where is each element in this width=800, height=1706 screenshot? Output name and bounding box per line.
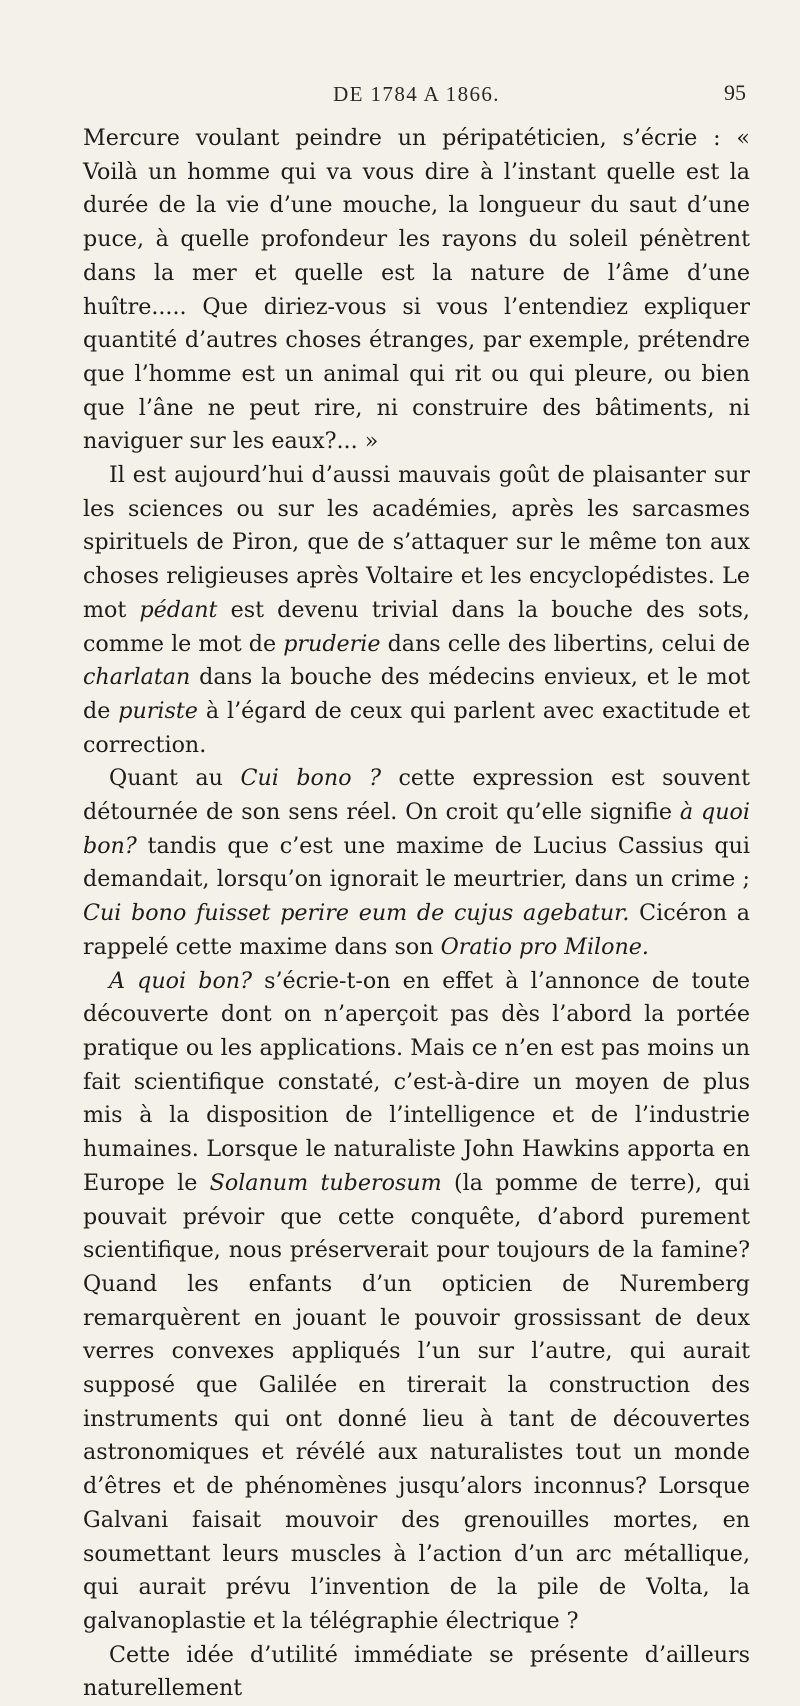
text-segment: Cette idée d’utilité immédiate se présente d’ailleurs naturellement: [83, 1641, 750, 1702]
text-segment: tandis que c’est une maxime de Lucius Cassius qui demandait, lorsqu’on ignorait le meurtrier, dans un crime ;: [83, 832, 750, 893]
paragraph: [83, 122, 750, 459]
italic-text: Oratio pro Milone.: [440, 933, 649, 960]
text-segment: Il est aujourd’hui d’aussi mauvais goût de plaisanter sur les sciences ou sur les académies, après les sarcasmes spirituels de Piron, que de s’attaquer sur le même ton aux choses religieuses après Voltaire et les encyclopédistes. Le mot: [83, 462, 750, 623]
italic-text: charlatan: [83, 664, 191, 691]
text-segment: dans la bouche des médecins envieux, et le mot de: [83, 664, 750, 724]
paragraph: [83, 1639, 750, 1706]
text-segment: s’écrie-t-on en effet à l’annonce de toute découverte dont on n’aperçoit pas dès l’abord la portée pratique ou les applications. Mais ce n’en est pas moins un fait scientifique constaté, c’est-à-dire un moyen de plus mis à la disposition de l’intelligence et de l’industrie humaines. Lorsque le naturaliste John Hawkins apporta en Europe le: [83, 967, 750, 1196]
text-segment: à l’égard de ceux qui parlent avec exactitude et correction.: [83, 697, 750, 758]
body-text: [83, 122, 750, 1706]
italic-text: Solanum tuberosum: [209, 1169, 442, 1196]
italic-text: pédant: [139, 596, 218, 623]
paragraph: [83, 965, 750, 1639]
text-segment: (la pomme de terre), qui pouvait prévoir que cette conquête, d’abord purement scientifique, nous préserverait pour toujours de la famine? Quand les enfants d’un opticien de Nuremberg remarquèrent en jouant le pouvoir grossissant de deux verres convexes appliqués l’un sur l’autre, qui aurait supposé que Galilée en tirerait la construction des instruments qui ont donné lieu à tant de découvertes astronomiques et révélé aux naturalistes tout un monde d’êtres et de phénomènes jusqu’alors inconnus? Lorsque Galvani faisait mouvoir des grenouilles mortes, en soumettant leurs muscles à l’action d’un arc métallique, qui aurait prévu l’invention de la pile de Volta, la galvanoplastie et la télégraphie électrique ?: [83, 1169, 750, 1634]
paragraph: [83, 762, 750, 964]
italic-text: à quoi bon?: [83, 799, 750, 859]
italic-text: puriste: [118, 697, 198, 724]
paragraph: [83, 459, 750, 762]
text-segment: Mercure voulant peindre un péripatéticien, s’écrie : « Voilà un homme qui va vous dire à l’instant quelle est la durée de la vie d’une mouche, la longueur du saut d’une puce, à quelle profondeur les rayons du soleil pénètrent dans la mer et quelle est la nature de l’âme d’une huître..... Que diriez-vous si vous l’entendiez expliquer quantité d’autres choses étranges, par exemple, prétendre que l’homme est un animal qui rit ou qui pleure, ou bien que l’âne ne peut rire, ni construire des bâtiments, ni naviguer sur les eaux?... »: [83, 125, 750, 455]
text-segment: cette expression est souvent détournée de son sens réel. On croit qu’elle signifie: [83, 765, 750, 826]
page-number: 95: [724, 80, 746, 105]
italic-text: A quoi bon?: [109, 967, 252, 994]
text-segment: Cicéron a rappelé cette maxime dans son: [83, 900, 750, 960]
italic-text: Cui bono fuisset perire eum de cujus agebatur.: [83, 900, 630, 927]
text-segment: Quant au: [109, 765, 241, 792]
italic-text: pruderie: [283, 630, 381, 657]
running-head: [83, 60, 750, 106]
italic-text: Cui bono ?: [240, 765, 381, 792]
text-segment: dans celle des libertins, celui de: [380, 630, 750, 657]
running-title: DE 1784 A 1866.: [333, 82, 500, 106]
text-segment: est devenu trivial dans la bouche des sots, comme le mot de: [83, 596, 750, 657]
